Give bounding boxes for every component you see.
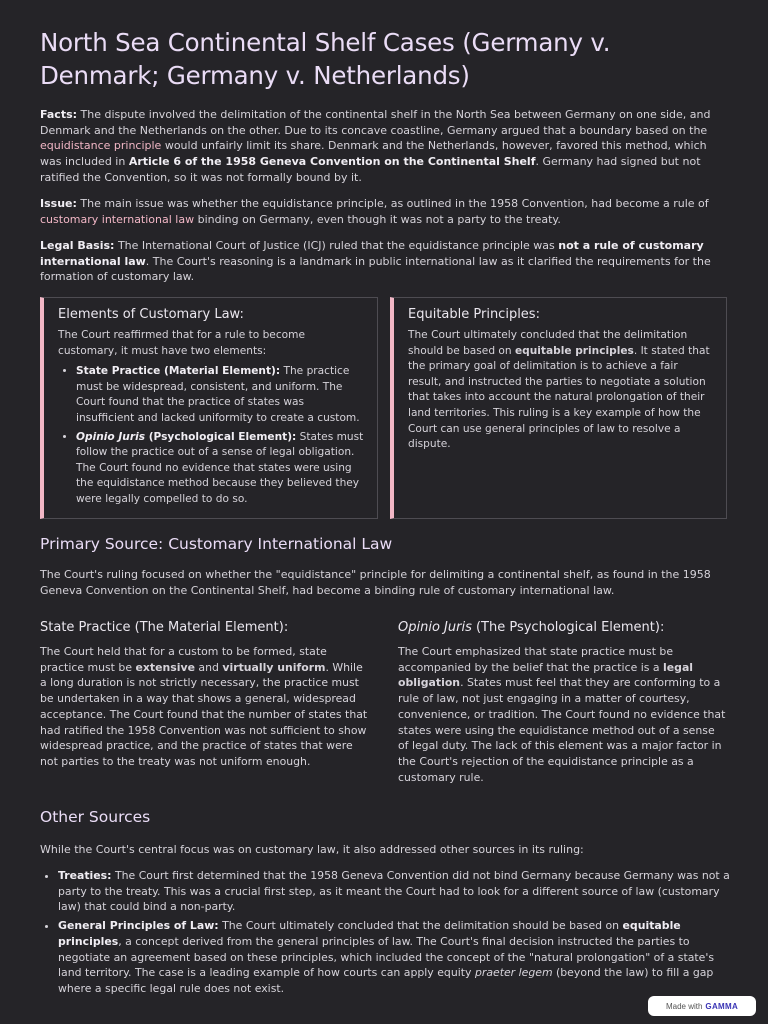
sp-text: and bbox=[194, 660, 223, 674]
sp-text: The Court held that for a custom to be formed, state practice must be bbox=[40, 645, 327, 674]
item-text: The practice must be widespread, consistent, and uniform. The Court found that the practice of states was insufficient and lacked uniformity to create a custom. bbox=[76, 365, 360, 424]
issue-label: Issue: bbox=[40, 197, 77, 210]
list-item bbox=[58, 868, 730, 915]
other-sources-intro: While the Court's central focus was on customary law, it also addressed other sources in its ruling: bbox=[40, 843, 584, 856]
elements-card-body bbox=[58, 328, 365, 511]
customary-law-link[interactable]: customary international law bbox=[40, 212, 195, 226]
equitable-card-body bbox=[408, 328, 714, 453]
item-italic: Opinio Juris bbox=[76, 430, 146, 443]
sp-bold: virtually uniform bbox=[222, 660, 326, 674]
facts-text: would unfairly limit its share. Denmark and the Netherlands, however, favored this method, which was included in bbox=[40, 139, 707, 169]
item-text: (beyond the law) to fill a gap where a specific legal rule does not exist. bbox=[58, 966, 714, 995]
item-italic: praeter legem bbox=[474, 966, 553, 980]
equitable-text: The Court ultimately concluded that the delimitation should be based on bbox=[408, 329, 688, 357]
elements-card bbox=[40, 297, 378, 519]
elements-card-title: Elements of Customary Law: bbox=[58, 307, 244, 322]
facts-text: The dispute involved the delimitation of the continental shelf in the North Sea between Germany on one side, and Denmark and the Netherlands on the other. Due to its concave coastline, Germany argued that a boundary based on the bbox=[40, 108, 711, 137]
item-bold: (Psychological Element): bbox=[145, 430, 297, 443]
oj-text: . States must feel that they are conforming to a rule of law, not just engaging in a matter of courtesy, convenience, or tradition. The Court found no evidence that states were using the equidistance method out of a sense of legal duty. The lack of this element was a major factor in the Court's rejection of the equidistance principle as a customary rule. bbox=[398, 676, 726, 784]
item-bold: General Principles of Law: bbox=[58, 919, 219, 933]
page-title: North Sea Continental Shelf Cases (Germany v. Denmark; Germany v. Netherlands) bbox=[40, 28, 611, 90]
legal-basis-bold: not a rule of customary international law bbox=[40, 239, 704, 268]
elements-intro: The Court reaffirmed that for a rule to become customary, it must have two elements: bbox=[58, 329, 305, 357]
facts-text: . Germany had signed but not ratified the Convention, so it was not formally bound by it. bbox=[40, 155, 701, 184]
sp-bold: extensive bbox=[135, 660, 195, 674]
item-bold: Treaties: bbox=[58, 869, 112, 882]
list-item bbox=[76, 364, 365, 426]
item-text: States must follow the practice out of a sense of legal obligation. The Court found no evidence that states were using the equidistance method because they believed they were legally compelled to do so. bbox=[76, 430, 364, 505]
item-bold: State Practice (Material Element): bbox=[76, 365, 281, 378]
legal-basis-text: . The Court's reasoning is a landmark in public international law as it clarified the requirements for the formation of customary law. bbox=[40, 254, 711, 284]
badge-prefix: Made with bbox=[665, 1001, 703, 1011]
legal-basis-label: Legal Basis: bbox=[40, 239, 115, 252]
oj-heading-rest: (The Psychological Element): bbox=[471, 620, 665, 635]
issue-paragraph bbox=[40, 196, 730, 227]
primary-source-intro: The Court's ruling focused on whether the "equidistance" principle for delimiting a continental shelf, as found in the 1958 Geneva Convention on the Continental Shelf, had become a binding rule of customary international law. bbox=[40, 568, 711, 597]
primary-source-heading: Primary Source: Customary International Law bbox=[40, 535, 393, 553]
gamma-logo: GAMMA bbox=[705, 1001, 739, 1011]
opinio-juris-heading bbox=[398, 620, 664, 635]
oj-text: The Court emphasized that state practice must be accompanied by the belief that the practice is a bbox=[398, 645, 674, 674]
item-text: The Court first determined that the 1958 Geneva Convention did not bind Germany because Germany was not a party to the treaty. This was a crucial first step, as it meant the Court had to look for a different source of law (customary law) that could bind a non-party. bbox=[58, 869, 730, 914]
issue-text: The main issue was whether the equidistance principle, as outlined in the 1958 Convention, had become a rule of bbox=[76, 197, 709, 210]
item-bold: equitable principles bbox=[58, 919, 681, 948]
list-item bbox=[58, 918, 730, 997]
legal-basis-paragraph bbox=[40, 238, 730, 285]
facts-paragraph bbox=[40, 107, 730, 186]
made-with-gamma-badge[interactable] bbox=[648, 996, 756, 1016]
equitable-card bbox=[390, 297, 727, 519]
equitable-bold: equitable principles bbox=[514, 344, 634, 357]
list-item bbox=[76, 430, 365, 508]
other-sources-heading: Other Sources bbox=[40, 808, 151, 826]
opinio-juris-paragraph bbox=[398, 644, 728, 785]
facts-bold: Article 6 of the 1958 Geneva Convention on the Continental Shelf bbox=[128, 155, 536, 169]
item-text: , a concept derived from the general principles of law. The Court's final decision instructed the parties to negotiate an agreement based on these principles, which included the concept of the "natural prolongation" of a state's land territory. The case is a leading example of how courts can apply equity bbox=[58, 934, 715, 980]
other-sources-list bbox=[40, 868, 730, 1000]
elements-list bbox=[58, 364, 365, 507]
facts-label: Facts: bbox=[40, 108, 78, 121]
oj-heading-italic: Opinio Juris bbox=[398, 620, 472, 635]
sp-text: . While a long duration is not strictly necessary, the practice must be undertaken in a way that shows a general, widespread acceptance. The Court found that the number of states that had ratified the 1958 Convention was not sufficient to show widespread practice, and the practice of states that were not parties to the treaty was not uniform enough. bbox=[40, 660, 368, 768]
state-practice-paragraph bbox=[40, 644, 372, 770]
equitable-card-title: Equitable Principles: bbox=[408, 307, 540, 322]
item-text: The Court ultimately concluded that the delimitation should be based on bbox=[218, 919, 623, 933]
state-practice-heading: State Practice (The Material Element): bbox=[40, 620, 289, 635]
issue-text: binding on Germany, even though it was not a party to the treaty. bbox=[194, 212, 561, 226]
oj-bold: legal obligation bbox=[398, 660, 694, 690]
equitable-text: . It stated that the primary goal of delimitation is to achieve a fair result, and instructed the parties to negotiate a solution that takes into account the natural prolongation of their land territories. This ruling is a key example of how the Court can use general principles of law to resolve a dispute. bbox=[408, 344, 710, 451]
legal-basis-text: The International Court of Justice (ICJ) ruled that the equidistance principle was bbox=[114, 239, 559, 252]
equidistance-link[interactable]: equidistance principle bbox=[40, 139, 162, 153]
